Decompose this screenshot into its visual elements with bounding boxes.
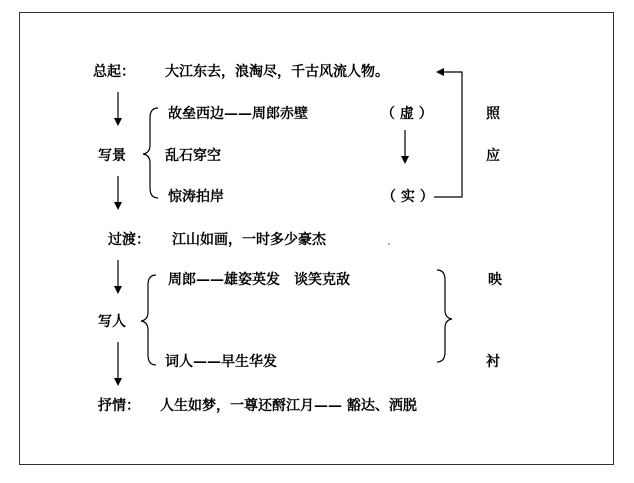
virtual-tag: （ 虚 ） (381, 106, 433, 122)
echo-char-1: 照 (486, 106, 500, 122)
contrast-char-2: 衬 (486, 354, 500, 370)
transition-text: 江山如画，一时多少豪杰 (172, 232, 326, 248)
scenery-label: 写景 (98, 148, 126, 164)
real-tag: （ 实 ） (382, 189, 434, 205)
contrast-char-1: 映 (488, 272, 502, 288)
scenery-left-brace (143, 108, 158, 198)
summary-text: 大江东去，浪淘尽，千古风流人物。 (165, 64, 389, 80)
people-left-brace (141, 275, 156, 365)
emotion-label: 抒情： (98, 398, 140, 414)
summary-label: 总起： (93, 64, 135, 80)
echo-char-2: 应 (486, 148, 500, 164)
stray-dot (388, 243, 390, 245)
echo-return-arrow (434, 72, 462, 197)
emotion-text: 人生如梦，一尊还酹江月—— 豁达、洒脱 (160, 398, 417, 414)
people-line-1: 周郎——雄姿英发 谈笑克敌 (168, 272, 350, 288)
people-label: 写人 (98, 314, 126, 330)
transition-label: 过渡： (108, 232, 150, 248)
scenery-line-1: 故垒西边——周郎赤壁 (168, 106, 308, 122)
people-line-2: 词人——早生华发 (165, 354, 277, 370)
scenery-line-2: 乱石穿空 (165, 148, 221, 164)
people-right-brace (437, 270, 452, 362)
scenery-line-3: 惊涛拍岸 (168, 189, 224, 205)
